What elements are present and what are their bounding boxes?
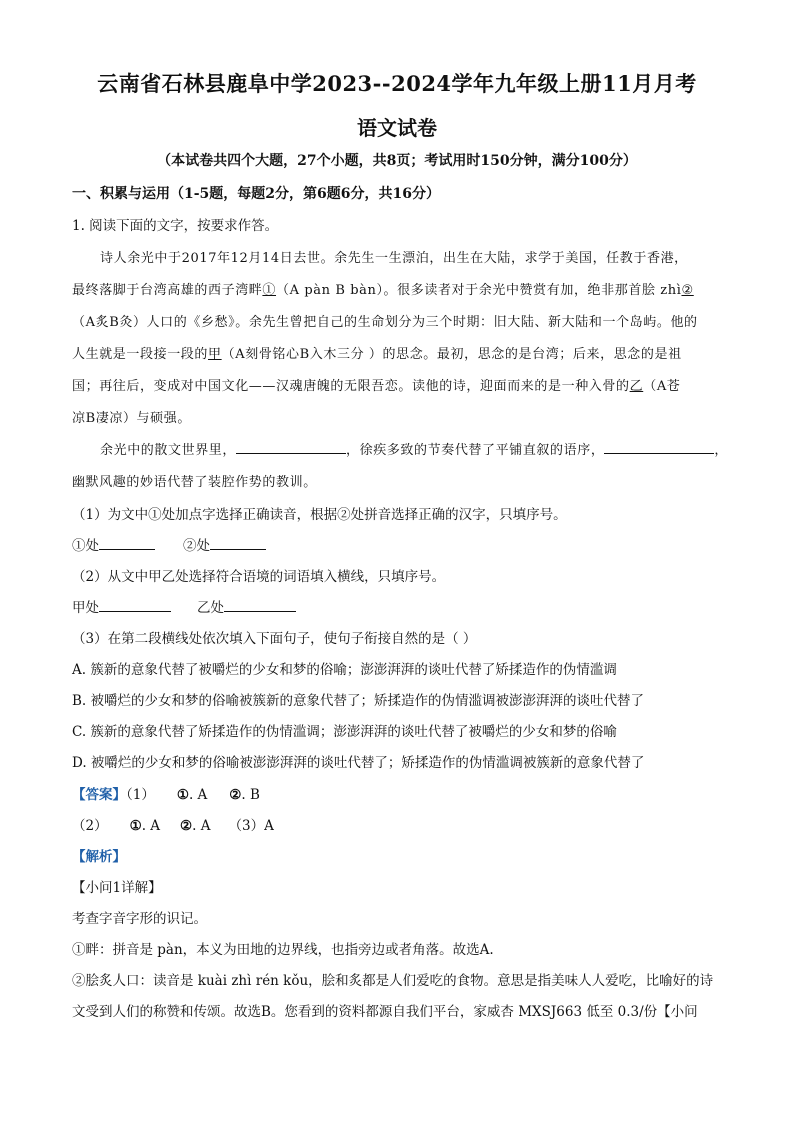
passage-text: ，徐疾多致的节奏代替了平铺直叙的语序， [346, 443, 605, 458]
option-d: D. 被嚼烂的少女和梦的俗喻被澎澎湃湃的谈吐代替了；矫揉造作的伪情滥调被簇新的意象代替了 [72, 755, 645, 771]
passage-line [72, 279, 694, 298]
passage-line: 幽默风趣的妙语代替了装腔作势的教训。 [72, 475, 317, 490]
answer-num: ① [129, 818, 142, 834]
passage-line [72, 375, 680, 394]
detail-intro: 考查字音字形的识记。 [72, 911, 207, 927]
answer-blank [99, 536, 155, 550]
answer-part: （2） [72, 818, 108, 834]
answer-line-2 [72, 814, 274, 834]
blank-marker-jia: 甲 [208, 347, 222, 362]
option-c: C. 簇新的意象代替了矫揉造作的伪情滥调；澎澎湃湃的谈吐代替了被嚼烂的少女和梦的俗喻 [72, 724, 617, 740]
answer-blank [224, 598, 296, 612]
passage-text: ， [714, 443, 729, 458]
answer-value: . A [141, 818, 161, 834]
sub-question-3: （3）在第二段横线处依次填入下面句子，使句子衔接自然的是（ ） [72, 631, 477, 647]
answer-blanks-1 [72, 534, 266, 554]
answer-part: （1） [126, 787, 155, 803]
passage-text: 最终落脚于台湾高雄的西子湾畔 [72, 283, 263, 298]
answer-value: . A [192, 818, 211, 834]
answer-value: . B [241, 787, 260, 803]
answer-part: （3）A [228, 818, 274, 834]
exam-subtitle: 语文试卷 [357, 116, 437, 140]
question-1-intro: 1. 阅读下面的文字，按要求作答。 [72, 218, 279, 234]
passage-line: （A炙B灸）人口的《乡愁》。余先生曾把自己的生命划分为三个时期：旧大陆、新大陆和一个岛屿。他的 [72, 315, 698, 330]
blank-marker-yi: 乙 [629, 379, 644, 394]
fill-blank [236, 440, 346, 454]
answer-num: ② [180, 818, 193, 834]
blank-marker-2: ② [681, 283, 694, 298]
answer-blank [99, 598, 171, 612]
blank-marker-1: ① [262, 283, 277, 298]
answer-blank [210, 536, 266, 550]
answer-label: 【答案】 [72, 787, 126, 803]
answer-num: ② [229, 787, 242, 803]
blank-label: 甲处 [72, 600, 99, 616]
passage-line [100, 439, 728, 458]
passage-line: 凉B凄凉）与硕强。 [72, 411, 191, 426]
detail-text: 文受到人们的称赞和传颂。故选B。您看到的资料都源自我们平台，家威杏 MXSJ663 低至 0.3/份【小问 [72, 1004, 698, 1020]
sub-question-1: （1）为文中①处加点字选择正确读音，根据②处拼音选择正确的汉字，只填序号。 [72, 507, 567, 523]
passage-text: （A pàn B bàn）。很多读者对于余光中赞赏有加，绝非那首脍 zhì [276, 283, 682, 298]
option-a: A. 簇新的意象代替了被嚼烂的少女和梦的俗喻；澎澎湃湃的谈吐代替了矫揉造作的伪情滥调 [72, 662, 617, 678]
passage-line: 诗人余光中于2017年12月14日去世。余先生一生漂泊，出生在大陆，求学于美国，任教于香港， [100, 251, 688, 266]
answer-num: ① [176, 787, 189, 803]
passage-text: 余光中的散文世界里， [100, 443, 237, 458]
answer-value: . A [188, 787, 208, 803]
answer-line-1 [72, 783, 260, 803]
blank-label: ②处 [183, 538, 210, 554]
detail-text: ①畔：拼音是 pàn，本义为田地的边界线，也指旁边或者角落。故选A. [72, 942, 494, 958]
exam-title: 云南省石林县鹿阜中学2023--2024学年九年级上册11月月考 [97, 71, 697, 96]
analysis-label: 【解析】 [72, 849, 126, 865]
passage-text: 国；再往后，变成对中国文化——汉魂唐魄的无限吾恋。读他的诗，迎面而来的是一种入骨的 [72, 379, 630, 394]
passage-line [72, 343, 682, 362]
passage-text: 人生就是一段接一段的 [72, 347, 209, 362]
exam-note: （本试卷共四个大题，27个小题，共8页；考试用时150分钟，满分100分） [157, 153, 637, 169]
passage-text: （A苍 [643, 379, 681, 394]
detail-text: ②脍炙人口：读音是 kuài zhì rén kǒu，脍和炙都是人们爱吃的食物。意思是指美味人人爱吃，比喻好的诗 [72, 973, 714, 989]
blank-label: ①处 [72, 538, 99, 554]
answer-blanks-2 [72, 596, 296, 616]
detail-label: 【小问1详解】 [72, 880, 162, 896]
sub-question-2: （2）从文中甲乙处选择符合语境的词语填入横线，只填序号。 [72, 569, 446, 585]
fill-blank [604, 440, 714, 454]
option-b: B. 被嚼烂的少女和梦的俗喻被簇新的意象代替了；矫揉造作的伪情滥调被澎澎湃湃的谈吐代替了 [72, 693, 645, 709]
blank-label: 乙处 [197, 600, 224, 616]
passage-text: （A刻骨铭心B入木三分 ）的思念。最初，思念的是台湾；后来，思念的是祖 [221, 347, 682, 362]
section-heading: 一、积累与运用（1-5题，每题2分，第6题6分，共16分） [72, 186, 440, 202]
